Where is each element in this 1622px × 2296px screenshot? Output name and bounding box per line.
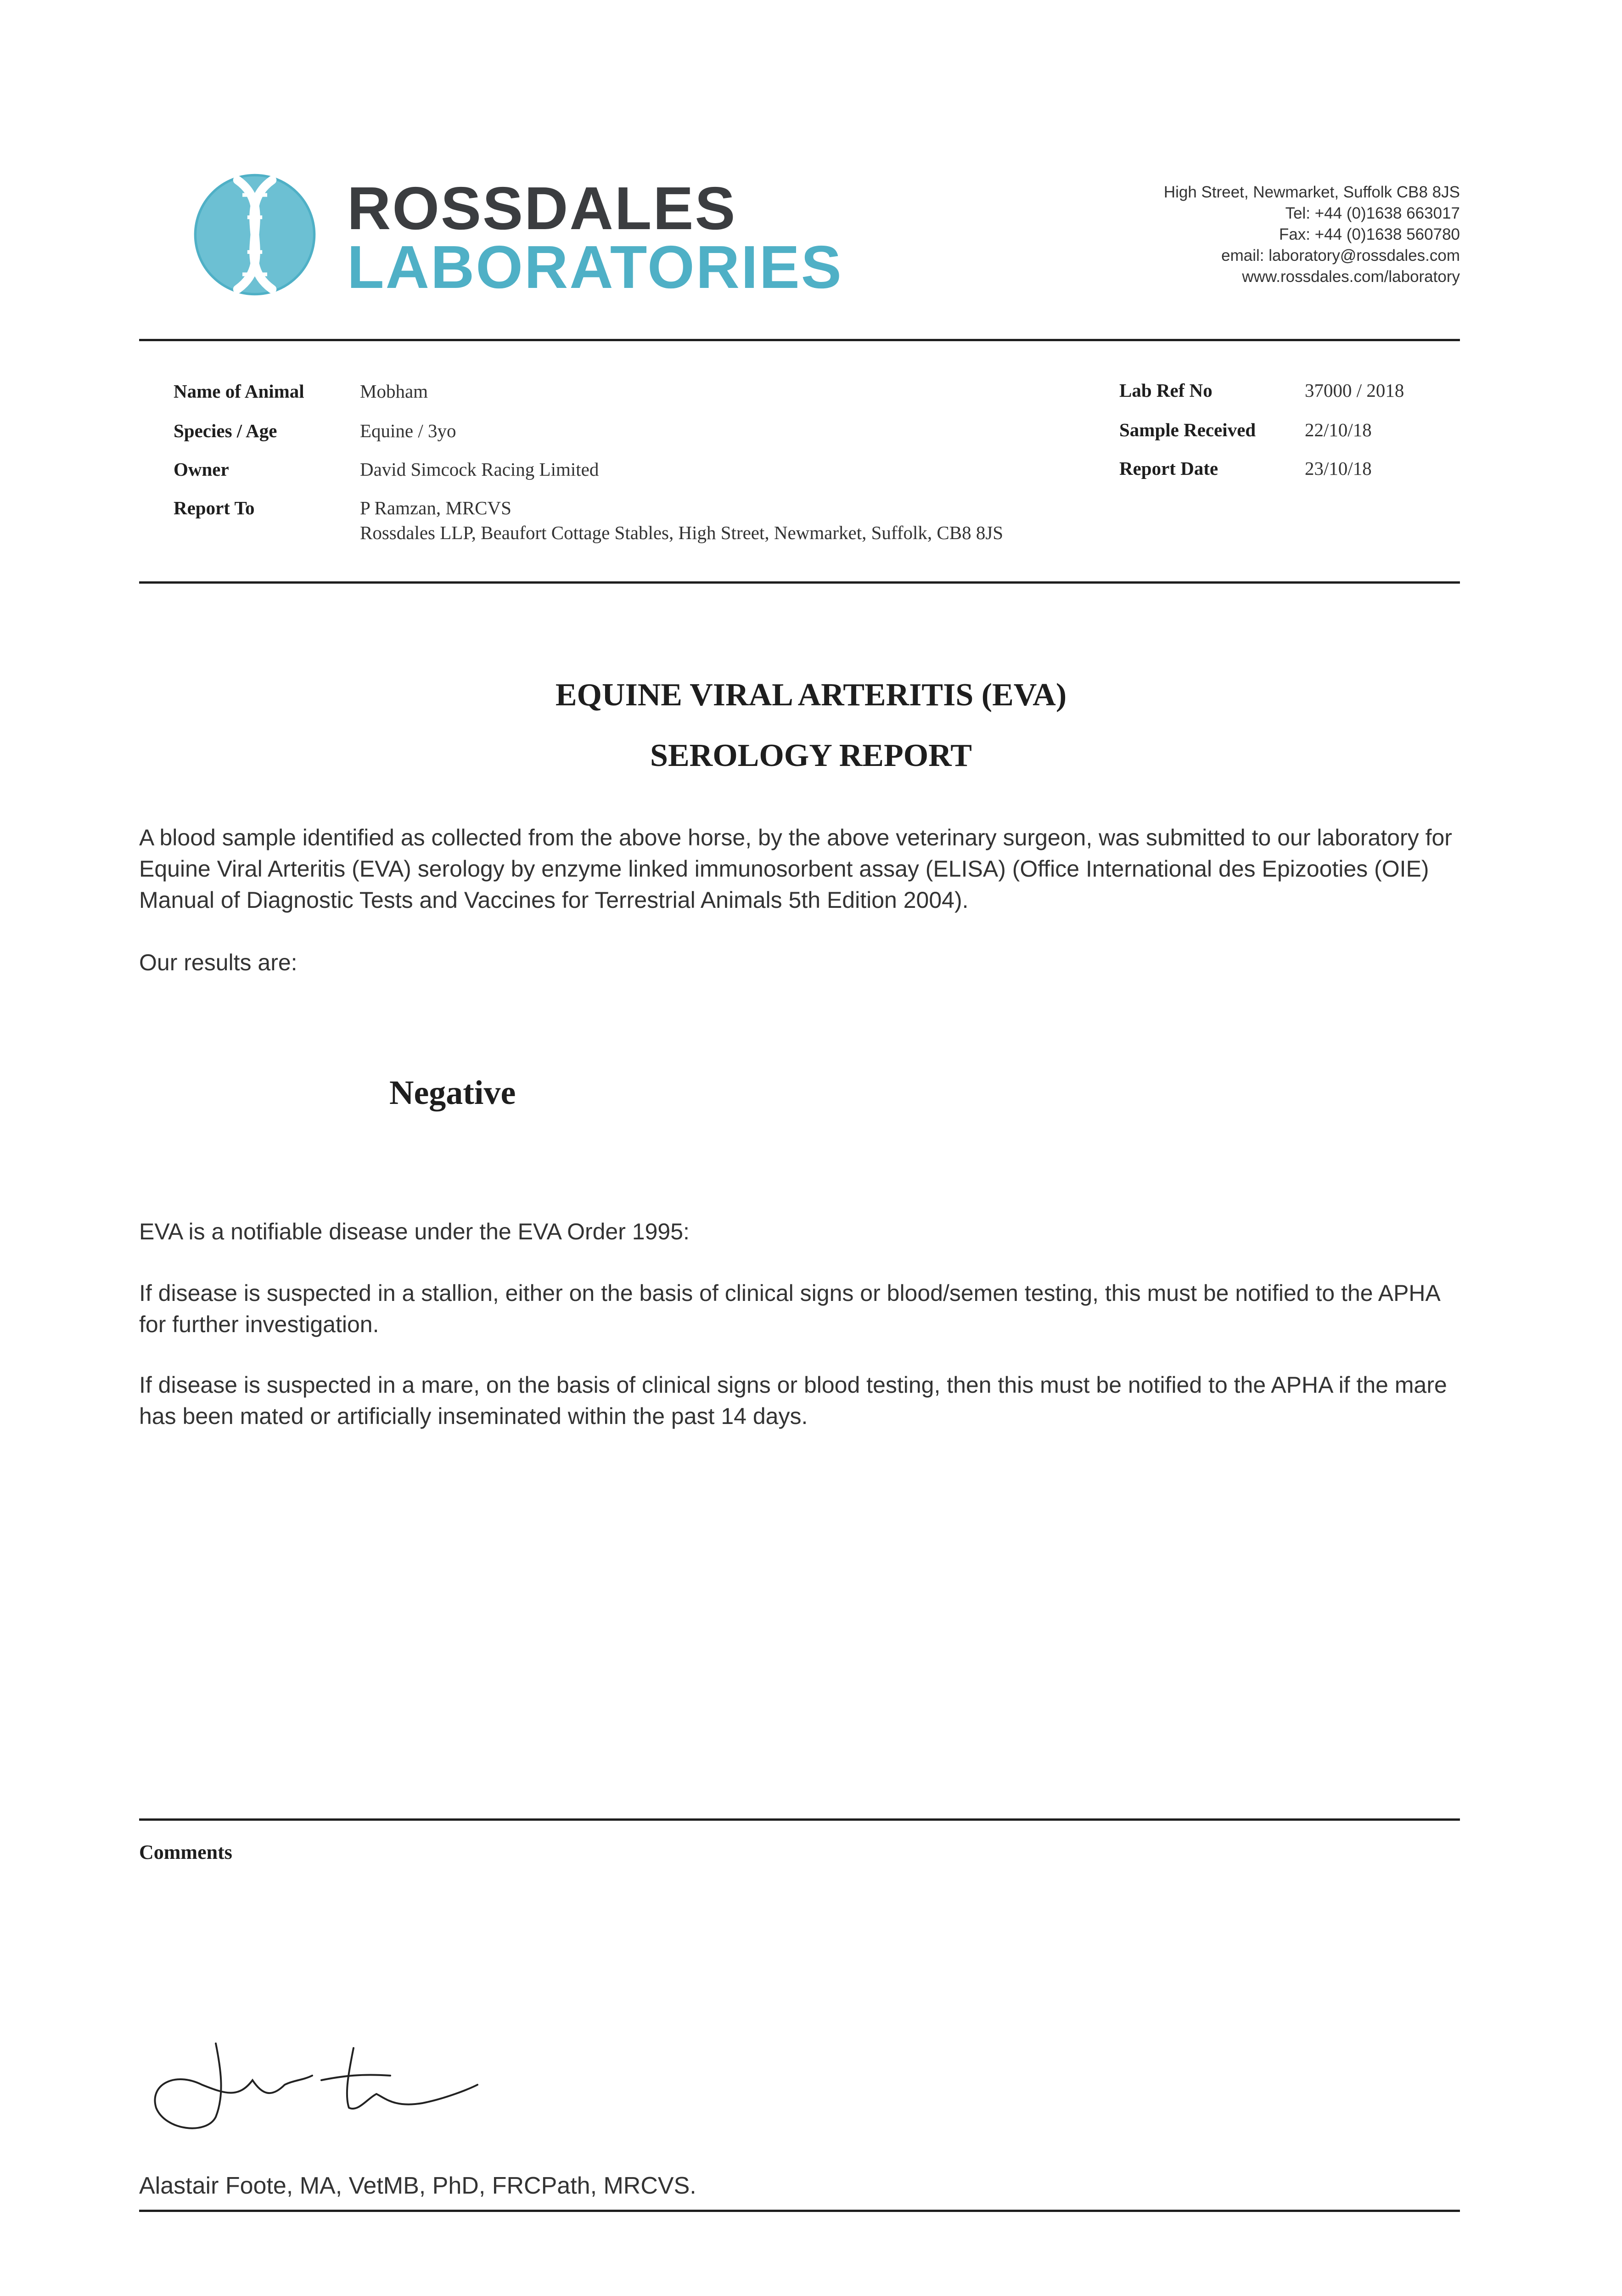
results-intro: Our results are: <box>139 950 297 975</box>
divider <box>139 339 1460 341</box>
divider <box>139 2210 1460 2212</box>
report-title <box>0 665 1622 786</box>
test-result: Negative <box>389 1074 516 1112</box>
sample-received-label: Sample Received <box>1119 419 1256 440</box>
comments-label: Comments <box>139 1841 232 1863</box>
name-value: Mobham <box>360 381 428 402</box>
owner-value: David Simcock Racing Limited <box>360 459 599 480</box>
lab-ref-label: Lab Ref No <box>1119 380 1212 401</box>
fax: Fax: +44 (0)1638 560780 <box>1279 225 1460 243</box>
notice-paragraph: EVA is a notifiable disease under the EVA Order 1995: <box>139 1219 690 1244</box>
brand-name: ROSSDALES <box>347 174 737 242</box>
report-to-label: Report To <box>174 497 255 518</box>
name-label: Name of Animal <box>174 381 304 402</box>
species-label: Species / Age <box>174 420 277 441</box>
report-date-label: Report Date <box>1119 458 1218 479</box>
dna-helix-icon <box>193 173 317 297</box>
contact-details <box>1164 182 1460 287</box>
sample-received-value: 22/10/18 <box>1305 419 1372 440</box>
stallion-note: If disease is suspected in a stallion, either on the basis of clinical signs or blood/semen testing, this must be notified to the APHA for further investigation. <box>139 1280 1440 1337</box>
report-to-name: P Ramzan, MRCVS <box>360 497 511 518</box>
species-value: Equine / 3yo <box>360 420 456 441</box>
signatory-name: Alastair Foote, MA, VetMB, PhD, FRCPath, MRCVS. <box>139 2172 696 2199</box>
telephone: Tel: +44 (0)1638 663017 <box>1285 204 1460 222</box>
owner-label: Owner <box>174 459 229 480</box>
signature <box>147 2030 487 2149</box>
brand-subname: LABORATORIES <box>347 233 843 301</box>
divider <box>139 581 1460 584</box>
intro-paragraph: A blood sample identified as collected from the above horse, by the above veterinary surgeon, was submitted to our laboratory for Equine Viral Arteritis (EVA) serology by enzyme linked immunosorbent assay (ELISA) (Office International des Epizooties (OIE) Manual of Diagnostic Tests and Vaccines for Terrestrial Animals 5th Edition 2004). <box>139 825 1452 913</box>
email: email: laboratory@rossdales.com <box>1221 247 1460 264</box>
website: www.rossdales.com/laboratory <box>1242 268 1460 286</box>
mare-note: If disease is suspected in a mare, on the basis of clinical signs or blood testing, then this must be notified to the APHA if the mare has been mated or artificially inseminated within the past 14 days. <box>139 1372 1447 1429</box>
report-date-value: 23/10/18 <box>1305 458 1372 479</box>
address: High Street, Newmarket, Suffolk CB8 8JS <box>1163 183 1460 201</box>
report-title-line1: EQUINE VIRAL ARTERITIS (EVA) <box>555 677 1067 713</box>
report-title-line2: SEROLOGY REPORT <box>650 738 972 773</box>
lab-ref-value: 37000 / 2018 <box>1305 380 1404 401</box>
divider <box>139 1818 1460 1821</box>
report-to-address: Rossdales LLP, Beaufort Cottage Stables, High Street, Newmarket, Suffolk, CB8 8JS <box>360 522 1004 543</box>
